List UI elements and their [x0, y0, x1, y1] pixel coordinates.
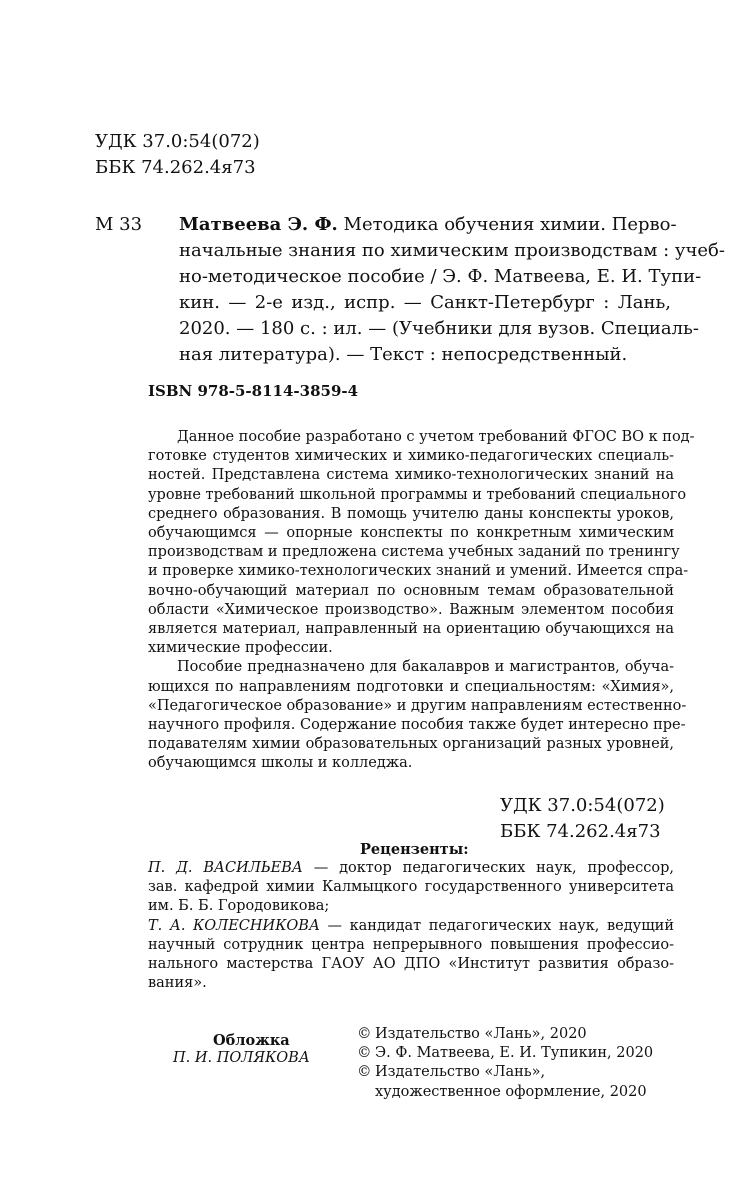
- cover-designer-name: П. И. ПОЛЯКОВА: [173, 1050, 310, 1066]
- annotation-line: обучающимся школы и колледжа.: [148, 755, 413, 772]
- reviewers-heading: Рецензенты:: [360, 841, 469, 858]
- reviewer-line: Т. А. КОЛЕСНИКОВА — кандидат педагогических наук, ведущий: [148, 917, 675, 934]
- annotation-line: производствам и предложена система учебных заданий по тренингу: [148, 544, 680, 561]
- annotation-line: ностей. Представлена система химико-технологических знаний на: [148, 467, 674, 484]
- biblio-line: но-методическое пособие / Э. Ф. Матвеева, Е. И. Тупи-: [179, 266, 702, 287]
- classification-block-top: [95, 129, 260, 181]
- udk-code: УДК 37.0:54(072): [95, 131, 260, 152]
- annotation-line: обучающимся — опорные конспекты по конкретным химическим: [148, 525, 674, 542]
- annotation-line: Данное пособие разработано с учетом требований ФГОС ВО к под-: [177, 429, 695, 445]
- annotation-line: ющихся по направлениям подготовки и специальностям: «Химия»,: [148, 678, 674, 695]
- reviewer-line: им. Б. Б. Городовикова;: [148, 898, 330, 915]
- biblio-author: Матвеева Э. Ф.: [179, 214, 338, 235]
- annotation-line: среднего образования. В помощь учителю даны конспекты уроков,: [148, 505, 674, 522]
- reviewer-name: П. Д. ВАСИЛЬЕВА: [148, 860, 303, 876]
- annotation-line: вочно-обучающий материал по основным темам образовательной: [148, 582, 674, 599]
- biblio-line: ная литература). — Текст : непосредственный.: [179, 344, 628, 365]
- annotation-line: является материал, направленный на ориентацию обучающихся на: [148, 621, 674, 638]
- copyright-line: © Издательство «Лань»,: [357, 1063, 653, 1082]
- reviewer-line: нального мастерства ГАОУ АО ДПО «Институт развития образо-: [148, 956, 674, 973]
- reviewer-line: зав. кафедрой химии Калмыцкого государственного университета: [148, 879, 674, 896]
- annotation-line: уровне требований школьной программы и требований специального: [148, 486, 687, 503]
- annotation-line: готовке студентов химических и химико-педагогических специаль-: [148, 448, 674, 465]
- annotation-line: и проверке химико-технологических знаний и умений. Имеется спра-: [148, 563, 689, 580]
- copyright-line-continuation: художественное оформление, 2020: [375, 1083, 647, 1100]
- author-mark: М 33: [95, 214, 143, 235]
- biblio-line: кин. — 2-е изд., испр. — Санкт-Петербург : Лань,: [179, 292, 671, 313]
- annotation-line: «Педагогическое образование» и другим направлениям естественно-: [148, 697, 687, 714]
- copyright-line: © Издательство «Лань», 2020: [357, 1025, 653, 1044]
- bbk-code: ББК 74.262.4я73: [95, 157, 256, 178]
- annotation-line: Пособие предназначено для бакалавров и магистрантов, обуча-: [177, 659, 674, 676]
- reviewer-name: Т. А. КОЛЕСНИКОВА: [148, 917, 320, 934]
- copyright-icon: ©: [357, 1045, 372, 1062]
- bbk-code: ББК 74.262.4я73: [500, 821, 661, 842]
- classification-block-bottom: [500, 793, 665, 845]
- isbn: ISBN 978-5-8114-3859-4: [148, 382, 359, 400]
- biblio-line: начальные знания по химическим производствам : учеб-: [179, 240, 725, 261]
- annotation-line: области «Химическое производство». Важным элементом пособия: [148, 601, 674, 618]
- annotation-line: подавателям химии образовательных организаций разных уровней,: [148, 736, 674, 753]
- cover-heading: Обложка: [213, 1032, 290, 1049]
- udk-code: УДК 37.0:54(072): [500, 795, 665, 816]
- reviewer-line: научный сотрудник центра непрерывного повышения профессио-: [148, 936, 674, 953]
- copyright-line: © Э. Ф. Матвеева, Е. И. Тупикин, 2020: [357, 1044, 653, 1063]
- reviewer-line: вания».: [148, 975, 207, 992]
- annotation: [148, 428, 695, 774]
- annotation-line: химические профессии.: [148, 640, 333, 657]
- annotation-line: научного профиля. Содержание пособия также будет интересно пре-: [148, 717, 686, 734]
- bibliographic-record: [179, 212, 725, 368]
- copyright-icon: ©: [357, 1064, 372, 1081]
- copyright-icon: ©: [357, 1026, 372, 1042]
- reviewers-list: [148, 859, 674, 993]
- copyright-block: [357, 1025, 653, 1102]
- biblio-line: Матвеева Э. Ф. Методика обучения химии. Перво-: [179, 214, 677, 235]
- reviewer-line: П. Д. ВАСИЛЬЕВА — доктор педагогических наук, профессор,: [148, 860, 674, 876]
- biblio-line: 2020. — 180 с. : ил. — (Учебники для вузов. Специаль-: [179, 318, 699, 339]
